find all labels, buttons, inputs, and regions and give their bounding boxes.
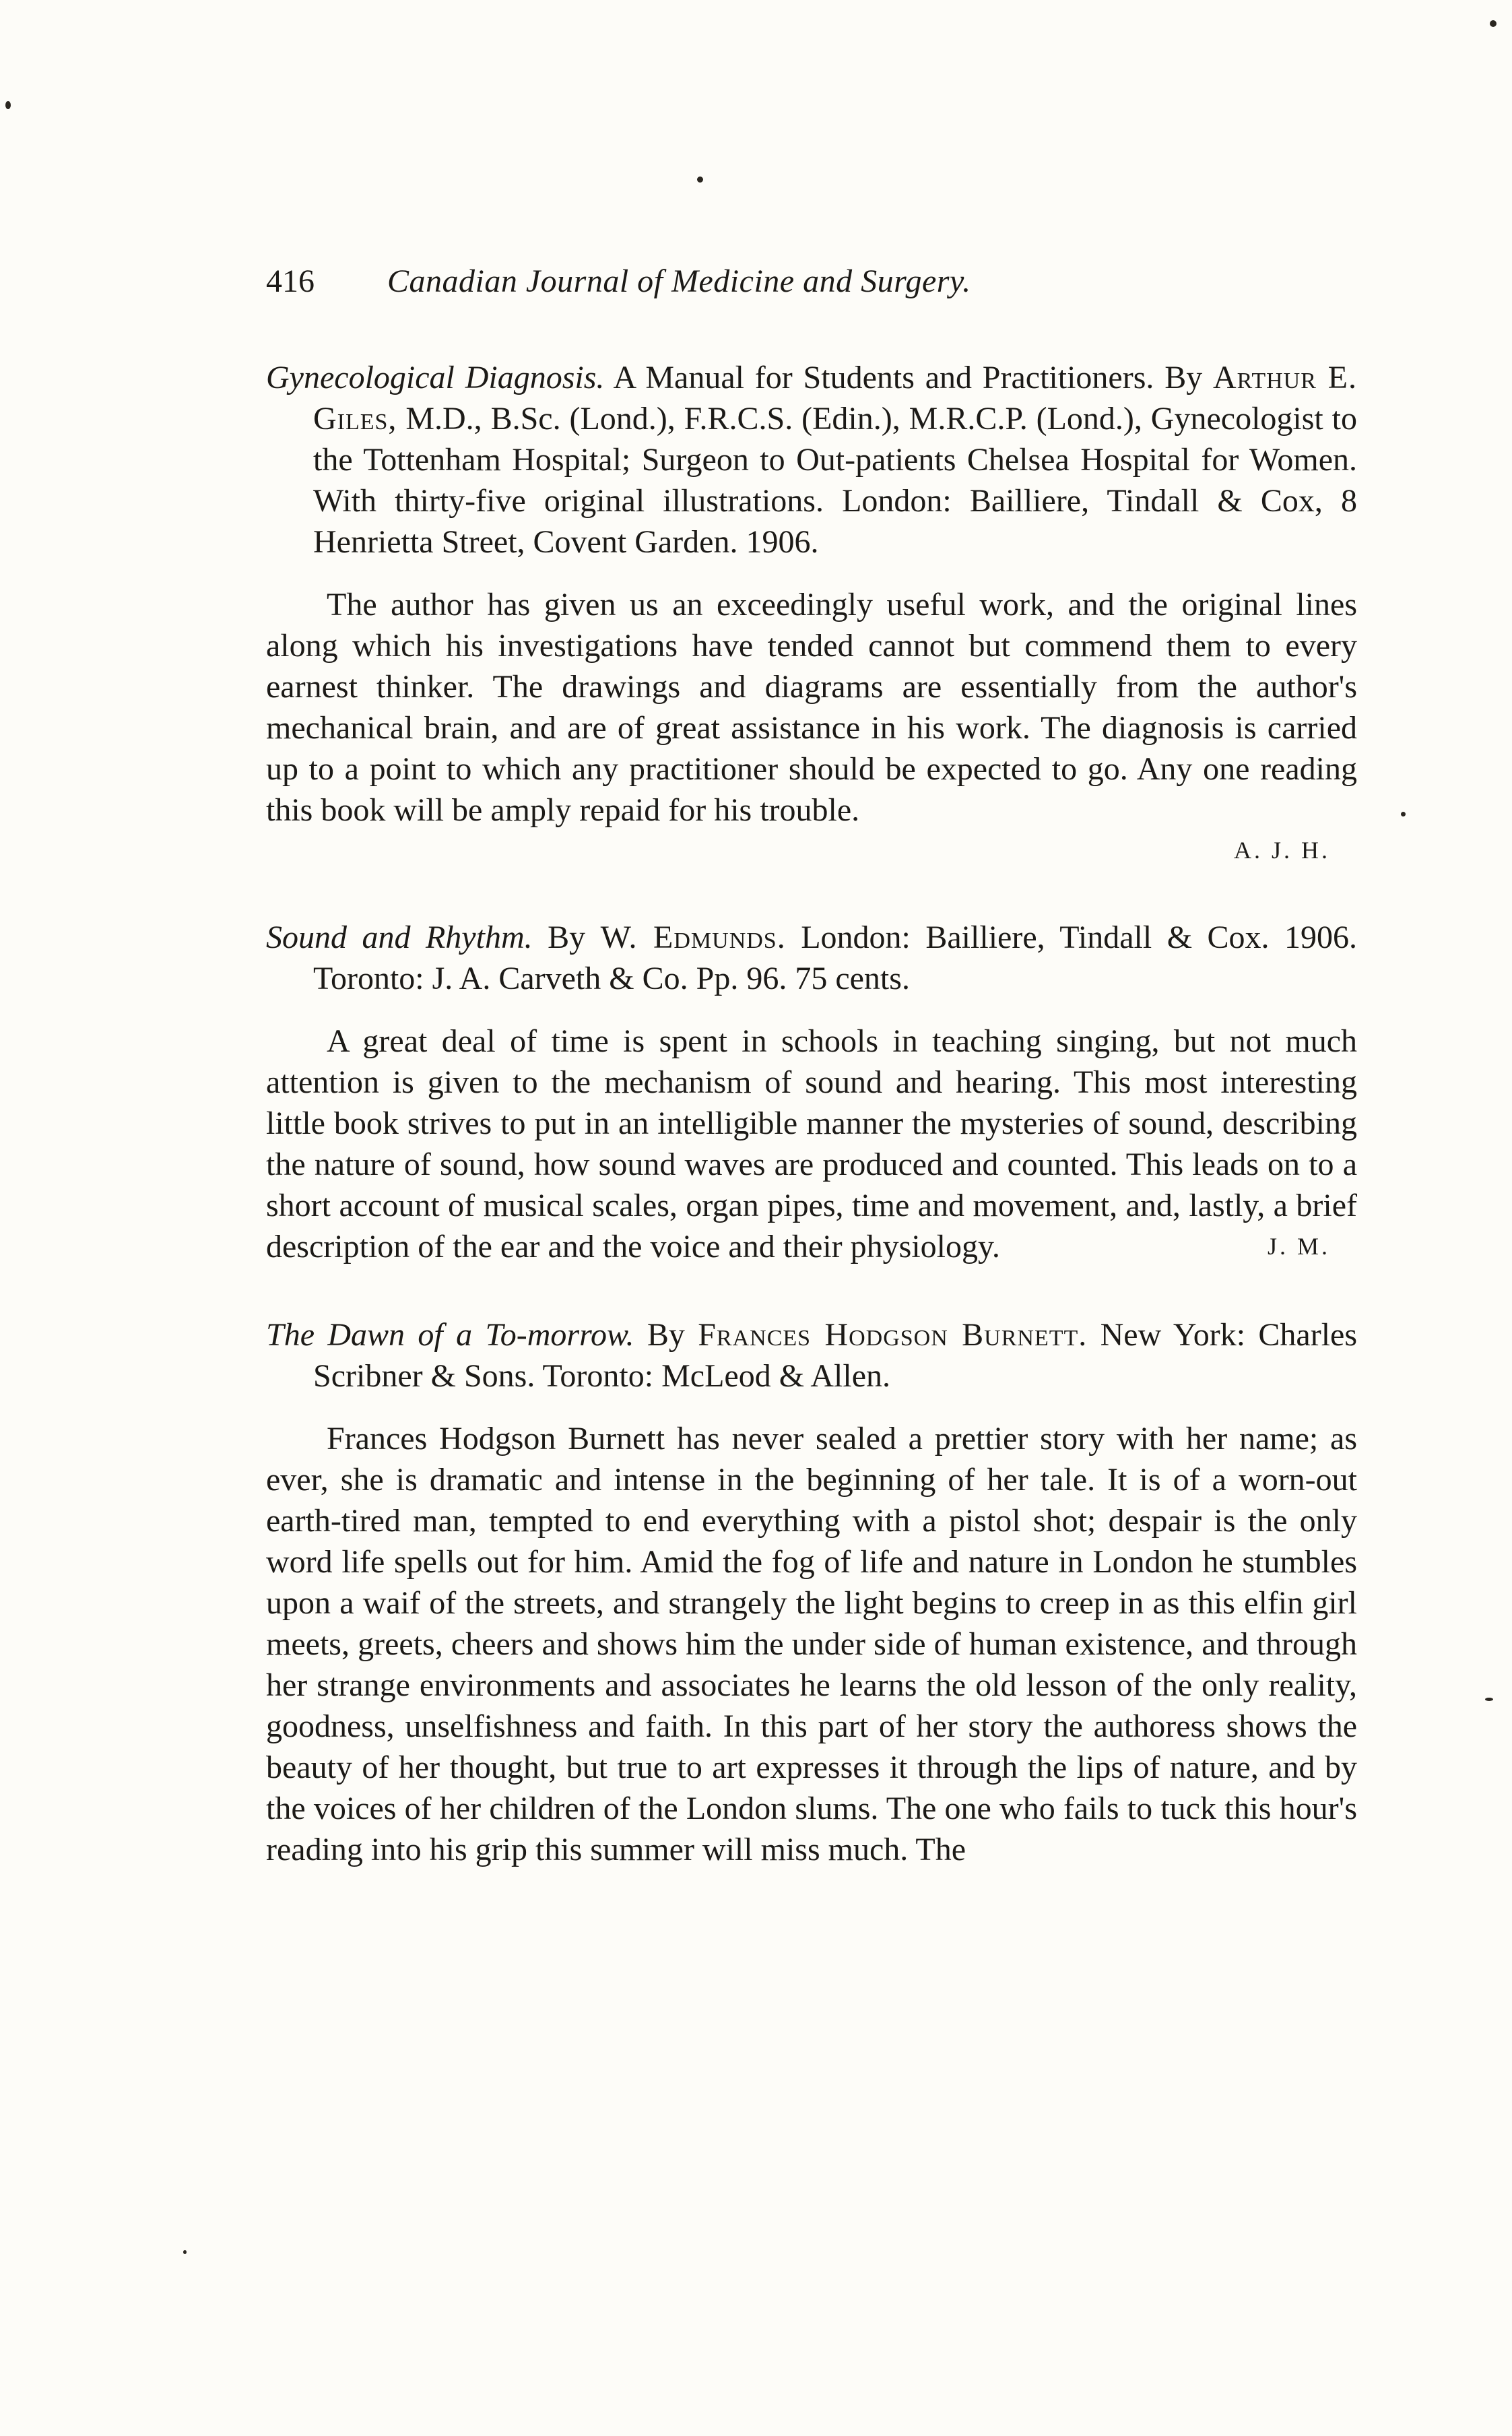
book-title: Sound and Rhythm. [266, 920, 533, 955]
citation-text: A Manual for Students and Practitioners. By [604, 360, 1214, 395]
citation-text: London: Bailliere, Tindall & Cox. 1906. Toronto: J. A. Carveth & Co. Pp. 96. 75 cents. [313, 920, 1358, 996]
journal-title: Canadian Journal of Medicine and Surgery. [387, 263, 971, 299]
scan-speck [1485, 1698, 1493, 1701]
scan-speck [1490, 20, 1497, 27]
book-title: Gynecological Diagnosis. [266, 360, 605, 395]
book-title: The Dawn of a To-morrow. [266, 1317, 634, 1353]
citation-text: M.D., B.Sc. (Lond.), F.R.C.S. (Edin.), M.R.C.P. (Lond.), Gynecologist to the Tottenham Hospital; Surgeon to Out-patients Chelsea Hospital for Women. With thirty-five original illustrations. London: Bailliere, Tindall & Cox, 8 Henrietta Street, Covent Garden. 1906. [313, 401, 1357, 560]
review-citation [266, 917, 1357, 999]
scan-speck [5, 101, 11, 109]
review-body: Frances Hodgson Burnett has never sealed a prettier story with her name; as ever, she is dramatic and intense in the beginning of her tale. It is of a worn-out earth-tired man, tempted to end everything with a pistol shot; despair is the only word life spells out for him. Amid the fog of life and nature in London he stumbles upon a waif of the streets, and strangely the light begins to creep in as this elfin girl meets, greets, cheers and shows him the under side of human existence, and through her strange environments and associates he learns the old lesson of the only reality, goodness, unselfishness and faith. In this part of her story the authoress shows the beauty of her thought, but true to art expresses it through the lips of nature, and by the voices of her children of the London slums. The one who fails to tuck this hour's reading into his grip this summer will miss much. The [266, 1421, 1357, 1867]
review-sound-and-rhythm [266, 917, 1357, 1267]
reviewer-signature: A. J. H. [1233, 837, 1330, 864]
review-body: The author has given us an exceedingly useful work, and the original lines along which his investigations have tended cannot but commend them to every earnest thinker. The drawings and diagrams are essentially from the author's mechanical brain, and are of great assistance in his work. The diagnosis is carried up to a point to which any practitioner should be expected to go. Any one reading this book will be amply repaid for his trouble. [266, 587, 1357, 828]
review-body-text: A great deal of time is spent in schools in teaching singing, but not much attention is given to the mechanism of sound and hearing. This most interesting little book strives to put in an intelligible manner the mysteries of sound, describing the nature of sound, how sound waves are produced and counted. This leads on to a short account of musical scales, organ pipes, time and movement, and, lastly, a brief description of the ear and the voice and their physiology. [266, 1023, 1357, 1264]
scan-speck [183, 2250, 187, 2254]
author-name: Frances Hodgson Burnett. [698, 1317, 1088, 1353]
review-citation [266, 357, 1357, 563]
review-gynecological-diagnosis [266, 357, 1357, 870]
author-name: Arthur E. Giles, [313, 360, 1357, 437]
citation-text: New York: Charles Scribner & Sons. Toronto: McLeod & Allen. [313, 1317, 1358, 1394]
page-number: 416 [266, 263, 315, 299]
scan-speck [697, 177, 703, 183]
scan-speck [1401, 812, 1406, 816]
review-dawn-of-a-tomorrow [266, 1314, 1357, 1870]
page [266, 263, 1357, 1870]
author-name: W. Edmunds. [600, 920, 786, 955]
review-citation [266, 1314, 1357, 1397]
citation-text: By [532, 920, 601, 955]
running-head [266, 263, 1357, 310]
reviewer-signature: J. M. [1267, 1233, 1330, 1260]
review-body [266, 1021, 1357, 1267]
citation-text: By [634, 1317, 698, 1353]
